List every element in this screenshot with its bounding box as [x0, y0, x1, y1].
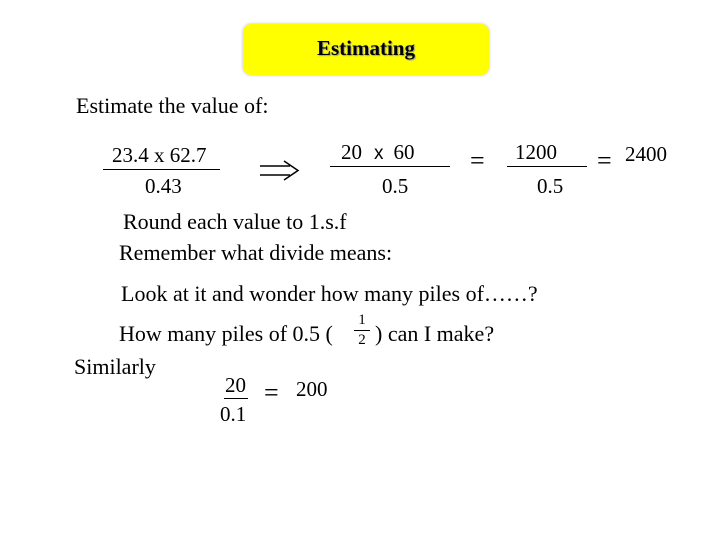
original-denominator: 0.43 — [145, 174, 182, 198]
similarly-fraction-bar — [224, 398, 248, 399]
page-title: Estimating — [316, 36, 415, 60]
multiply-sign: x — [374, 143, 384, 164]
title-banner — [243, 24, 489, 75]
note-round: Round each value to 1.s.f — [123, 209, 347, 234]
step-denominator: 0.5 — [537, 174, 564, 198]
piles-question-end: ) can I make? — [375, 321, 495, 346]
note-divide: Remember what divide means: — [119, 240, 393, 265]
equals-sign-1: = — [470, 146, 485, 175]
half-fraction — [351, 312, 373, 349]
rounded-numerator-b: 60 — [393, 140, 415, 164]
half-numerator: 1 — [358, 312, 366, 328]
intro-text: Estimate the value of: — [76, 93, 269, 118]
similarly-numerator: 20 — [225, 373, 246, 397]
equals-sign-3: = — [264, 378, 279, 407]
half-fraction-bar — [354, 330, 370, 331]
piles-question-start: How many piles of 0.5 ( — [119, 321, 333, 346]
equals-sign-2: = — [597, 146, 612, 175]
original-numerator-text: 23.4 x 62.7 — [112, 143, 207, 167]
similarly-result: 200 — [296, 377, 328, 401]
similarly-label: Similarly — [74, 354, 156, 379]
original-numerator — [112, 143, 207, 168]
note-piles: Look at it and wonder how many piles of……? — [121, 281, 538, 306]
rounded-denominator: 0.5 — [382, 174, 409, 198]
rounded-fraction-bar — [330, 166, 450, 167]
rounded-numerator-a: 20 — [341, 140, 362, 164]
original-fraction-bar — [103, 169, 220, 170]
implies-arrow-icon — [258, 160, 300, 182]
half-denominator: 2 — [358, 332, 366, 348]
step-numerator: 1200 — [515, 140, 557, 164]
rounded-numerator — [341, 140, 415, 165]
step-result: 2400 — [625, 142, 667, 166]
step-fraction-bar — [507, 166, 587, 167]
similarly-denominator: 0.1 — [220, 402, 247, 426]
